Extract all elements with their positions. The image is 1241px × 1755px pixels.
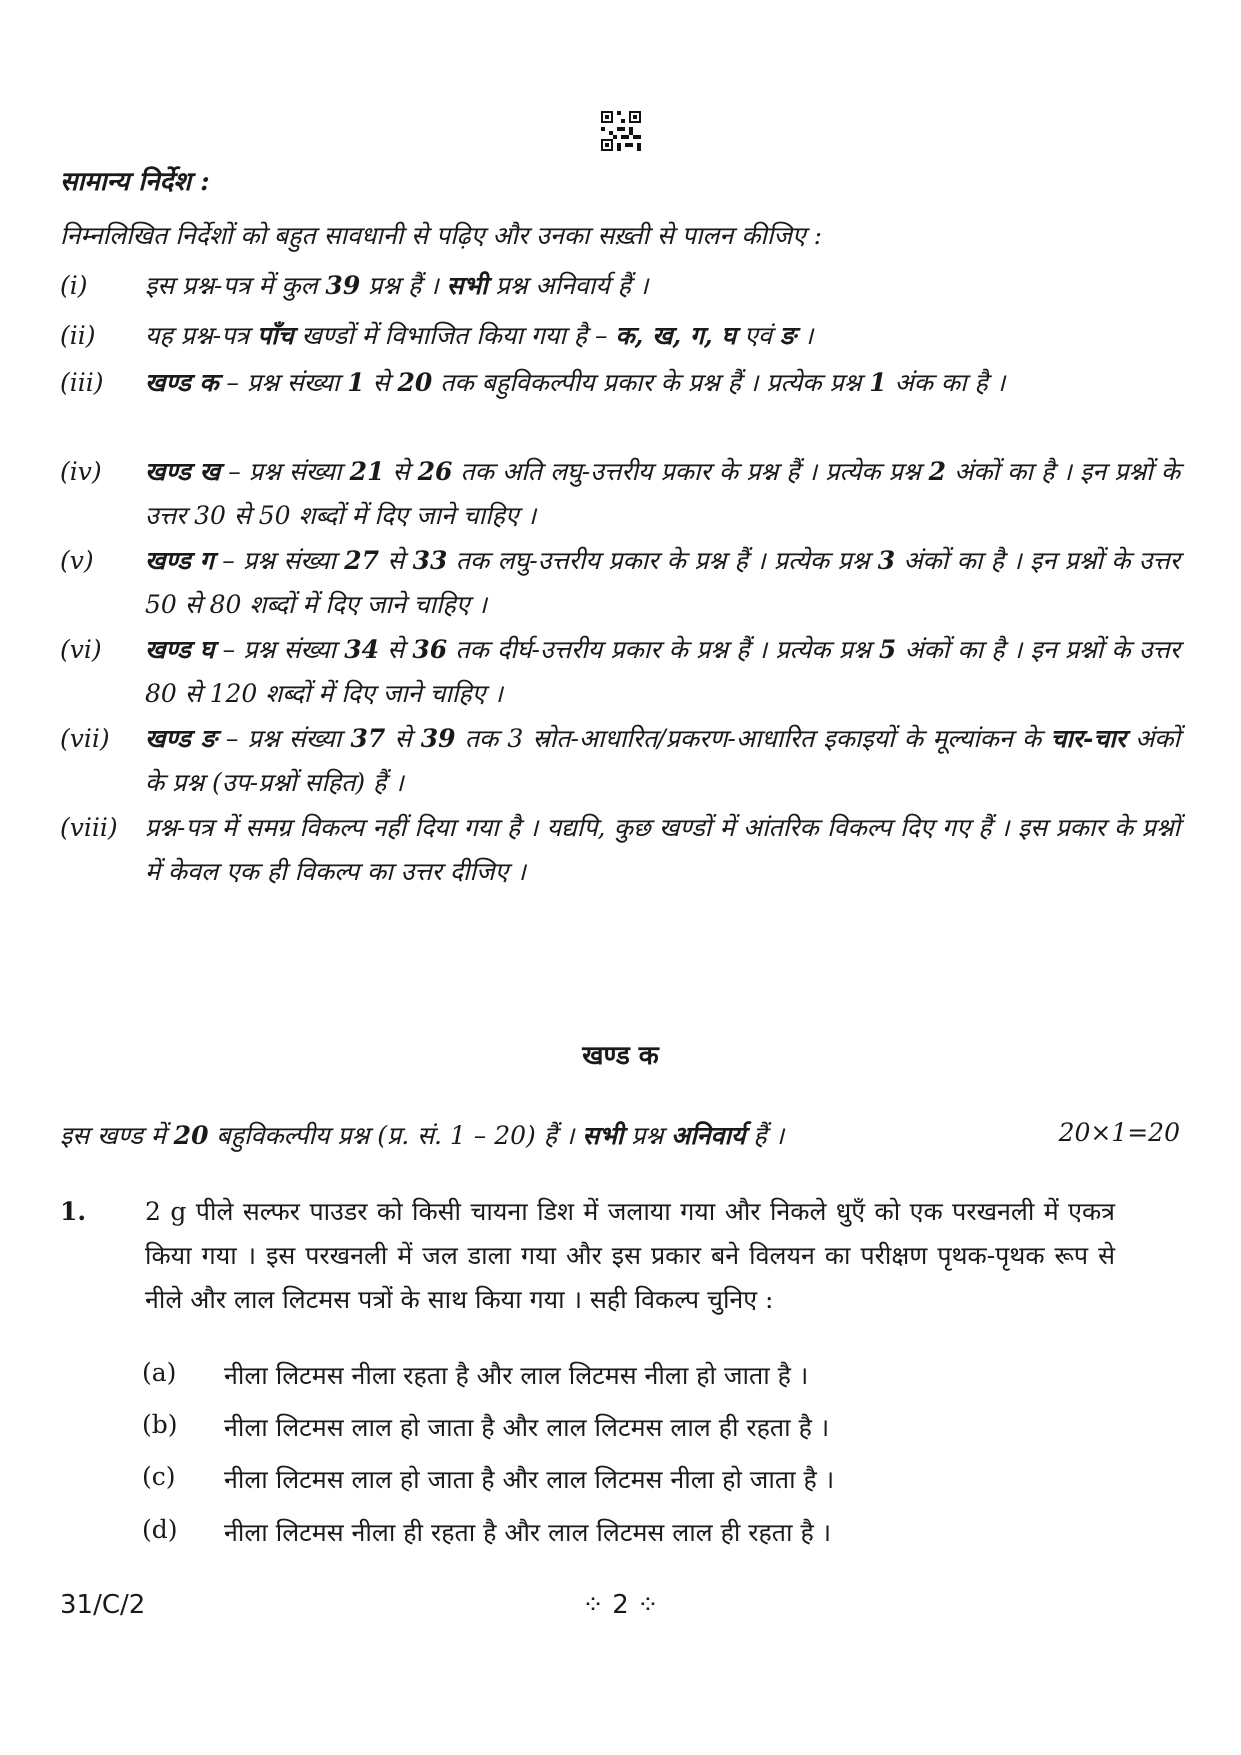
text-run: 1: [869, 368, 887, 397]
instruction-number: (ii): [60, 321, 96, 350]
question-text: 2 g पीले सल्फर पाउडर को किसी चायना डिश में जलाया गया और निकले धुएँ को एक परखनली में एकत्र किया गया । इस परखनली में जल डाला गया और इस प्रकार बने विलयन का परीक्षण पृथक-पृथक रूप से नीले और लाल लिटमस पत्रों के साथ किया गया । सही विकल्प चुनिए :: [145, 1197, 1115, 1314]
instructions-intro: निम्नलिखित निर्देशों को बहुत सावधानी से पढ़िए और उनका सख़्ती से पालन कीजिए :: [60, 221, 823, 250]
text-run: ङ: [779, 321, 796, 350]
text-run: यह प्रश्न-पत्र: [145, 321, 258, 350]
text-run: तक लघु-उत्तरीय प्रकार के प्रश्न हैं । प्रत्येक प्रश्न: [447, 546, 878, 575]
text-run: से: [364, 368, 398, 397]
text-run: अंकों का है । इन प्रश्नों के उत्तर 50 से 80 शब्दों में दिए जाने चाहिए ।: [145, 546, 1181, 619]
text-run: प्रश्न-पत्र में समग्र विकल्प नहीं दिया गया है । यद्यपि, कुछ खण्डों में आंतरिक विकल्प दिए गए हैं । इस प्रकार के प्रश्नों में केवल एक ही विकल्प का उत्तर दीजिए ।: [145, 813, 1180, 886]
page-number: ⁘ 2 ⁘: [582, 1590, 659, 1620]
text-run: प्रश्न: [623, 1121, 672, 1150]
text-run: क, ख, ग, घ: [615, 321, 737, 350]
text-run: 34: [344, 635, 379, 664]
instruction-text: [145, 628, 1180, 716]
text-run: 39: [420, 724, 456, 753]
text-run: अंकों का है । इन प्रश्नों के उत्तर 80 से 120 शब्दों में दिए जाने चाहिए ।: [145, 635, 1181, 708]
question-number: 1.: [60, 1197, 87, 1226]
instruction-text: [145, 264, 1180, 308]
text-run: हैं ।: [745, 1121, 785, 1150]
instruction-item: [60, 450, 1180, 538]
text-run: ।: [795, 321, 814, 350]
text-run: 5: [878, 635, 897, 664]
text-run: से: [378, 635, 413, 664]
text-run: से: [384, 457, 418, 486]
text-run: – प्रश्न संख्या: [214, 635, 345, 664]
text-run: 1: [347, 368, 365, 397]
instruction-number: (vii): [60, 724, 110, 753]
instruction-text: [145, 806, 1180, 894]
text-run: अंक का है ।: [886, 368, 1006, 397]
section-marks: 20×1=20: [1058, 1118, 1180, 1147]
section-note-text: [60, 1121, 784, 1150]
text-run: तक अति लघु-उत्तरीय प्रकार के प्रश्न हैं । प्रत्येक प्रश्न: [452, 457, 929, 486]
text-run: खण्ड ङ: [145, 724, 217, 753]
option-label: (b): [142, 1410, 178, 1439]
instruction-number: (iii): [60, 368, 104, 397]
text-run: खण्डों में विभाजित किया गया है –: [293, 321, 616, 350]
text-run: से: [385, 724, 421, 753]
text-run: बहुविकल्पीय प्रश्न (प्र. सं. 1 – 20) हैं ।: [208, 1121, 583, 1150]
instruction-item: [60, 264, 1180, 308]
option-text: नीला लिटमस नीला रहता है और लाल लिटमस नीला हो जाता है ।: [224, 1361, 809, 1390]
question-1: [60, 1190, 1115, 1322]
instruction-number: (vi): [60, 635, 102, 664]
instruction-text: [145, 361, 1180, 405]
instruction-item: [60, 539, 1180, 627]
text-run: सभी: [446, 271, 488, 300]
instruction-item: [60, 628, 1180, 716]
instruction-item: [60, 806, 1180, 894]
text-run: 36: [412, 635, 448, 664]
general-instructions-heading: सामान्य निर्देश :: [60, 167, 210, 197]
text-run: – प्रश्न संख्या: [220, 457, 350, 486]
text-run: तक बहुविकल्पीय प्रकार के प्रश्न हैं । प्रत्येक प्रश्न: [432, 368, 870, 397]
instruction-text: [145, 539, 1180, 627]
text-run: 39: [325, 271, 361, 300]
text-run: तक दीर्घ-उत्तरीय प्रकार के प्रश्न हैं । प्रत्येक प्रश्न: [447, 635, 879, 664]
instruction-number: (iv): [60, 457, 102, 486]
qr-code-icon: [601, 111, 641, 151]
text-run: खण्ड ख: [145, 457, 221, 486]
text-run: – प्रश्न संख्या: [213, 546, 345, 575]
text-run: – प्रश्न संख्या: [216, 724, 351, 753]
instruction-number: (v): [60, 546, 94, 575]
text-run: 37: [350, 724, 386, 753]
text-run: अंकों के प्रश्न (उप-प्रश्नों सहित) हैं ।: [145, 724, 1180, 797]
text-run: इस प्रश्न-पत्र में कुल: [145, 271, 326, 300]
instruction-number: (viii): [60, 813, 118, 842]
section-title: खण्ड क: [582, 1041, 659, 1071]
text-run: 3: [877, 546, 896, 575]
section-note: [60, 1118, 1180, 1152]
text-run: सभी: [582, 1121, 624, 1150]
text-run: – प्रश्न संख्या: [218, 368, 348, 397]
option-label: (c): [142, 1462, 176, 1491]
text-run: चार-चार: [1050, 724, 1126, 753]
text-run: 21: [349, 457, 385, 486]
text-run: इस खण्ड में: [60, 1121, 174, 1150]
text-run: 20: [397, 368, 433, 397]
text-run: से: [378, 546, 413, 575]
text-run: 33: [412, 546, 448, 575]
option-label: (a): [142, 1358, 177, 1387]
text-run: प्रश्न अनिवार्य हैं ।: [487, 271, 649, 300]
text-run: खण्ड क: [145, 368, 219, 397]
instruction-number: (i): [60, 271, 88, 300]
text-run: प्रश्न हैं ।: [360, 271, 447, 300]
text-run: अनिवार्य: [671, 1121, 746, 1150]
instruction-item: [60, 361, 1180, 405]
text-run: अंकों का है । इन प्रश्नों के उत्तर 30 से 50 शब्दों में दिए जाने चाहिए ।: [145, 457, 1181, 530]
option-text: नीला लिटमस लाल हो जाता है और लाल लिटमस लाल ही रहता है ।: [224, 1413, 830, 1442]
option-text: नीला लिटमस लाल हो जाता है और लाल लिटमस नीला हो जाता है ।: [224, 1465, 835, 1494]
text-run: एवं: [736, 321, 780, 350]
instruction-text: [145, 314, 1180, 358]
instruction-item: [60, 717, 1180, 805]
text-run: 20: [173, 1121, 209, 1150]
instruction-item: [60, 314, 1180, 358]
text-run: तक 3 स्रोत-आधारित/प्रकरण-आधारित इकाइयों के मूल्यांकन के: [455, 724, 1051, 753]
text-run: 2: [928, 457, 947, 486]
text-run: पाँच: [257, 321, 294, 350]
instruction-text: [145, 450, 1180, 538]
text-run: 27: [344, 546, 379, 575]
option-label: (d): [142, 1515, 178, 1544]
text-run: खण्ड ग: [145, 546, 214, 575]
text-run: खण्ड घ: [145, 635, 215, 664]
text-run: 26: [417, 457, 453, 486]
paper-code: 31/C/2: [60, 1590, 146, 1620]
instruction-text: [145, 717, 1180, 805]
option-text: नीला लिटमस नीला ही रहता है और लाल लिटमस लाल ही रहता है ।: [224, 1518, 832, 1547]
